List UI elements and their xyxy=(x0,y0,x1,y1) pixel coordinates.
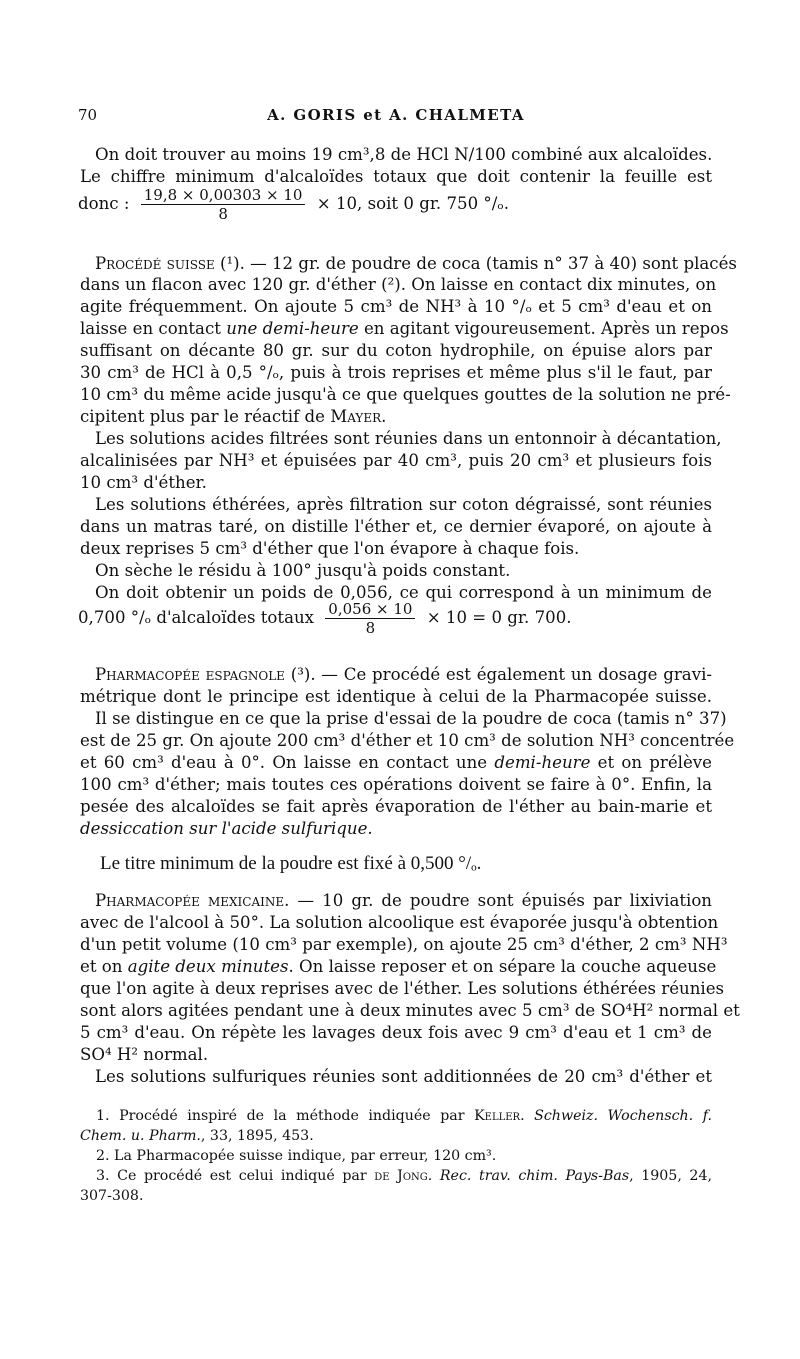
section-suisse-heading-line xyxy=(95,253,737,274)
author-name: de Jong xyxy=(374,1168,428,1184)
summary-statement: Le titre minimum de la poudre est fixé à 0,500 °/ₒ. xyxy=(100,853,482,874)
footnote-1-cont xyxy=(80,1126,712,1146)
equation-suisse-result xyxy=(78,600,572,637)
footnote-2: 2. La Pharmacopée suisse indique, par erreur, 120 cm³. xyxy=(96,1148,497,1164)
text-line: dans un flacon avec 120 gr. d'éther (²). On laisse en contact dix minutes, on xyxy=(80,275,717,294)
text-line: est de 25 gr. On ajoute 200 cm³ d'éther et 10 cm³ de solution NH³ concentrée xyxy=(80,731,735,750)
text-line: On doit trouver au moins 19 cm³,8 de HCl N/100 combiné aux alcaloïdes. xyxy=(95,145,713,164)
text-line: suffisant on décante 80 gr. sur du coton hydrophile, on épuise alors par xyxy=(80,341,712,360)
section-label: Pharmacopée mexicaine xyxy=(95,891,285,910)
author-name: Mayer xyxy=(330,407,382,426)
text-line: Les solutions sulfuriques réunies sont additionnées de 20 cm³ d'éther et xyxy=(95,1067,712,1086)
running-title: A. GORIS et A. CHALMETA xyxy=(267,106,525,124)
text-line: agite fréquemment. On ajoute 5 cm³ de NH³ à 10 °/ₒ et 5 cm³ d'eau et on xyxy=(80,297,712,316)
fraction-numerator: 0,056 × 10 xyxy=(325,600,415,619)
text-run: en agitant vigoureusement. Après un repos xyxy=(358,319,729,338)
text-run: laisse en contact xyxy=(80,319,227,338)
fraction-denominator: 8 xyxy=(218,205,228,223)
equation-fraction xyxy=(141,186,306,223)
text-line xyxy=(80,752,712,773)
text-run: . — 10 gr. de poudre sont épuisés par lixiviation xyxy=(284,891,712,910)
text-line: métrique dont le principe est identique à celui de la Pharmacopée suisse. xyxy=(80,687,712,706)
text-line: dessiccation sur l'acide sulfurique. xyxy=(80,819,373,838)
text-line: On doit obtenir un poids de 0,056, ce qui correspond à un minimum de xyxy=(95,583,712,602)
text-line: 10 cm³ d'éther. xyxy=(80,473,207,492)
italic-run: agite deux minutes xyxy=(127,957,289,976)
text-run: 1. Procédé inspiré de la méthode indiquée par xyxy=(96,1108,475,1124)
text-line xyxy=(80,318,729,339)
text-line: avec de l'alcool à 50°. La solution alcoolique est évaporée jusqu'à obtention xyxy=(80,913,719,932)
text-run: . On laisse reposer et on sépare la couche aqueuse xyxy=(288,957,717,976)
text-line: 10 cm³ du même acide jusqu'à ce que quelques gouttes de la solution ne pré- xyxy=(80,385,731,404)
text-run: — 12 gr. de poudre de coca (tamis n° 37 à 40) sont placés xyxy=(244,254,737,273)
text-line: Les solutions éthérées, après filtration sur coton dégraissé, sont réunies xyxy=(95,495,712,514)
journal-title: Rec. trav. chim. Pays-Bas xyxy=(439,1168,630,1184)
text-run: . xyxy=(427,1168,440,1184)
text-run: . xyxy=(381,407,387,426)
footnote-ref: (³). xyxy=(290,665,316,684)
text-line: 5 cm³ d'eau. On répète les lavages deux fois avec 9 cm³ d'eau et 1 cm³ de xyxy=(80,1023,712,1042)
text-line: sont alors agitées pendant une à deux minutes avec 5 cm³ de SO⁴H² normal et xyxy=(80,1001,740,1020)
text-line: 30 cm³ de HCl à 0,5 °/ₒ, puis à trois reprises et même plus s'il le faut, par xyxy=(80,363,712,382)
text-run: et on prélève xyxy=(590,753,713,772)
text-line: Les solutions acides filtrées sont réunies dans un entonnoir à décantation, xyxy=(95,429,722,448)
text-run: et 60 cm³ d'eau à 0°. On laisse en contact une xyxy=(80,753,495,772)
text-line: deux reprises 5 cm³ d'éther que l'on évapore à chaque fois. xyxy=(80,539,580,558)
author-name: Keller xyxy=(474,1108,521,1124)
text-run: et on xyxy=(80,957,128,976)
section-espagnole-heading-line xyxy=(95,664,712,685)
text-run: cipitent plus par le réactif de xyxy=(80,407,331,426)
text-line: alcalinisées par NH³ et épuisées par 40 cm³, puis 20 cm³ et plusieurs fois xyxy=(80,451,712,470)
text-line: Il se distingue en ce que la prise d'essai de la poudre de coca (tamis n° 37) xyxy=(95,709,727,728)
text-run: — Ce procédé est également un dosage gravi- xyxy=(315,665,712,684)
text-line: SO⁴ H² normal. xyxy=(80,1045,209,1064)
equation-suffix: × 10 = 0 gr. 700. xyxy=(426,608,572,627)
text-line: On sèche le résidu à 100° jusqu'à poids constant. xyxy=(95,561,511,580)
text-line: d'un petit volume (10 cm³ par exemple), on ajoute 25 cm³ d'éther, 2 cm³ NH³ xyxy=(80,935,728,954)
footnote-3 xyxy=(96,1166,712,1186)
text-line: pesée des alcaloïdes se fait après évaporation de l'éther au bain-marie et xyxy=(80,797,712,816)
section-label: Pharmacopée espagnole xyxy=(95,665,285,684)
fraction-numerator: 19,8 × 0,00303 × 10 xyxy=(141,186,306,205)
journal-title: Chem. u. Pharm. xyxy=(80,1128,201,1144)
equation-prefix: donc : xyxy=(78,194,130,213)
fraction-denominator: 8 xyxy=(365,619,376,637)
text-run: . xyxy=(520,1108,535,1124)
footnote-ref: (¹). xyxy=(219,254,245,273)
text-line: Le chiffre minimum d'alcaloïdes totaux que doit contenir la feuille est xyxy=(80,167,712,186)
text-run: , 33, 1895, 453. xyxy=(200,1128,314,1144)
text-line xyxy=(80,956,717,977)
section-label: Procédé suisse xyxy=(95,254,215,273)
text-line xyxy=(80,406,712,427)
equation-suffix: × 10, soit 0 gr. 750 °/ₒ. xyxy=(316,194,509,213)
section-mexicaine-heading-line xyxy=(95,890,712,911)
text-run: , 1905, 24, xyxy=(629,1168,712,1184)
italic-run: demi-heure xyxy=(494,753,591,772)
equation-prefix: 0,700 °/ₒ d'alcaloïdes totaux xyxy=(78,608,315,627)
text-run: 3. Ce procédé est celui indiqué par xyxy=(96,1168,375,1184)
journal-title: Schweiz. Wochensch. f. xyxy=(534,1108,712,1124)
equation-fraction xyxy=(325,600,415,637)
text-line: que l'on agite à deux reprises avec de l'éther. Les solutions éthérées réunies xyxy=(80,979,725,998)
page-header xyxy=(78,106,714,130)
italic-run: une demi-heure xyxy=(226,319,359,338)
equation-alkaloid-minimum xyxy=(78,186,509,223)
footnote-1 xyxy=(96,1106,712,1126)
page-number: 70 xyxy=(78,106,98,124)
footnote-3-cont: 307-308. xyxy=(80,1188,144,1204)
text-line: dans un matras taré, on distille l'éther et, ce dernier évaporé, on ajoute à xyxy=(80,517,712,536)
text-line: 100 cm³ d'éther; mais toutes ces opérations doivent se faire à 0°. Enfin, la xyxy=(80,775,712,794)
